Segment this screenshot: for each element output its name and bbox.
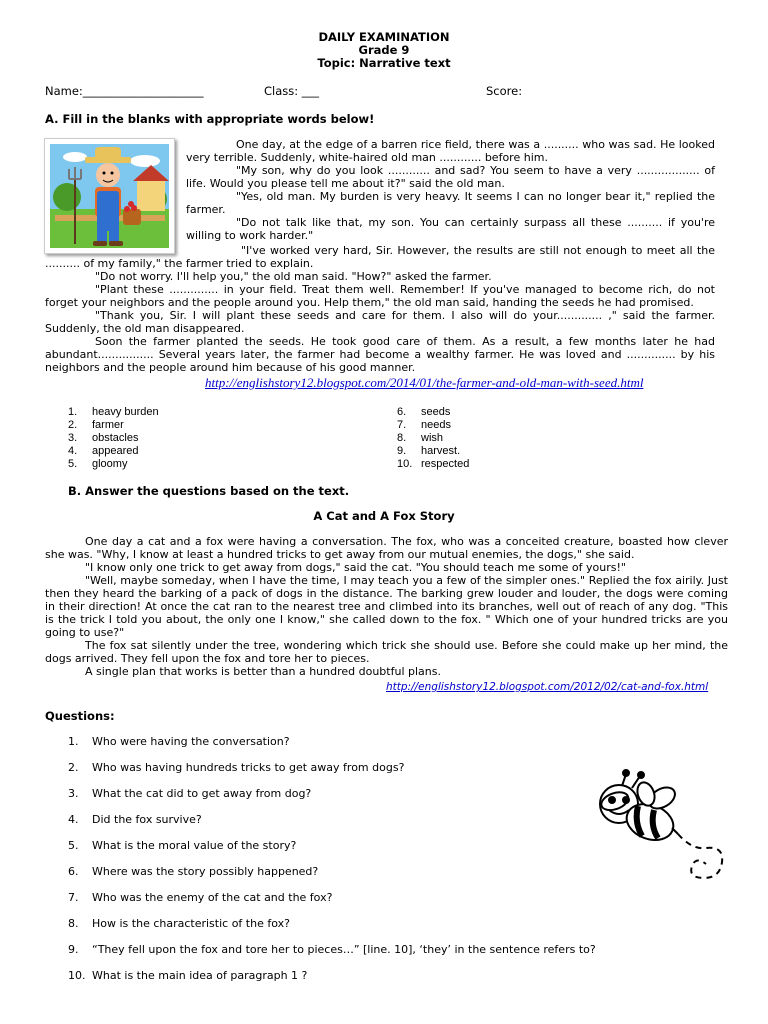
story-a-full [45,244,715,374]
question-item: 7. Who was the enemy of the cat and the fox? [68,891,333,904]
question-item: 5. What is the moral value of the story? [68,839,297,852]
word-option: 5. gloomy [68,458,128,470]
paragraph: "I've worked very hard, Sir. However, the results are still not enough to meet all the .......... of my family," the farmer tried to explain. [45,244,715,270]
paragraph: "Plant these .............. in your field. Treat them well. Remember! If you've managed to become rich, do not forget your neighbors and the people around you. Help them," the old man said, handing the seeds he had promised. [45,283,715,309]
word-option: 2. farmer [68,419,124,431]
question-item: 9. “They fell upon the fox and tore her to pieces…” [line. 10], ‘they’ in the sentence refers to? [68,943,596,956]
paragraph: "I know only one trick to get away from dogs," said the cat. "You should teach me some of yours!" [85,561,626,574]
paragraph: "Well, maybe someday, when I have the time, I may teach you a few of the simpler ones." Replied the fox airily. Just then they heard the barking of a pack of dogs in the distance. The barking grew louder and louder, the dogs were coming in their direction! At once the cat ran to the nearest tree and climbed into its branches, well out of reach of any dog. "This is the trick I told you about, the only one I know," she called down to the fox. " Which one of your hundred tricks are you going to use?" [45,574,728,639]
paragraph: One day a cat and a fox were having a conversation. The fox, who was a conceited creature, boasted how clever she was. "Why, I know at least a hundred tricks to get away from our mutual enemies, the dogs," she said. [45,535,728,561]
exam-grade: Grade 9 [358,43,410,57]
question-list [68,735,628,995]
bee-icon [574,768,734,898]
score-field[interactable]: Score: [486,84,523,98]
question-item: 3. What the cat did to get away from dog? [68,787,312,800]
class-field[interactable]: Class: ___ [264,84,320,98]
section-b-heading: B. Answer the questions based on the text. [68,484,350,498]
question-item: 2. Who was having hundreds tricks to get away from dogs? [68,761,405,774]
questions-heading: Questions: [45,709,115,723]
story-a-wrapped [186,138,715,242]
paragraph: A single plan that works is better than a hundred doubtful plans. [85,665,441,678]
question-item: 1. Who were having the conversation? [68,735,290,748]
story-b-text [45,535,728,678]
paragraph: The fox sat silently under the tree, wondering which trick she should use. Before she could make up her mind, the dogs arrived. They fell upon the fox and tore her to pieces. [45,639,728,665]
question-item: 10. What is the main idea of paragraph 1 ? [68,969,308,982]
source-link-b[interactable]: http://englishstory12.blogspot.com/2012/02/cat-and-fox.html [386,681,709,693]
paragraph: "Do not worry. I'll help you," the old man said. "How?" asked the farmer. [95,270,492,283]
word-option: 4. appeared [68,445,139,457]
exam-topic: Topic: Narrative text [317,56,451,70]
word-option: 7. needs [397,419,451,431]
bee-illustration [574,768,734,898]
exam-title: DAILY EXAMINATION [318,30,450,44]
paragraph: "My son, why do you look ............ and sad? You seem to have a very .................. of life. Would you please tell me about it?" said the old man. [186,164,715,190]
farmer-illustration [44,138,175,254]
paragraph: "Do not talk like that, my son. You can certainly surpass all these .......... if you're willing to work harder." [186,216,715,242]
word-list-left [68,406,328,471]
word-option: 9. harvest. [397,445,461,457]
question-item: 8. How is the characteristic of the fox? [68,917,290,930]
paragraph: "Yes, old man. My burden is very heavy. It seems I can no longer bear it," replied the farmer. [186,190,715,216]
paragraph: "Thank you, Sir. I will plant these seeds and care for them. I also will do your............. ," said the farmer. Suddenly, the old man disappeared. [45,309,715,335]
name-field[interactable]: Name:_____________________ [45,84,204,98]
word-option: 8. wish [397,432,444,444]
section-a-heading: A. Fill in the blanks with appropriate words below! [45,112,375,126]
story-b-title: A Cat and A Fox Story [313,509,455,523]
paragraph: Soon the farmer planted the seeds. He took good care of them. As a result, a few months later he had abundant................ Several years later, the farmer had become a wealthy farmer. He was loved and .............. by his neighbors and the people around him because of his good manner. [45,335,715,374]
source-link-a[interactable]: http://englishstory12.blogspot.com/2014/01/the-farmer-and-old-man-with-seed.html [205,375,644,390]
farmer-icon [45,139,174,253]
word-list-right [397,406,657,471]
paragraph: One day, at the edge of a barren rice field, there was a .......... who was sad. He looked very terrible. Suddenly, white-haired old man ............ before him. [186,138,715,164]
word-option: 1. heavy burden [68,406,159,418]
question-item: 6. Where was the story possibly happened? [68,865,319,878]
word-option: 3. obstacles [68,432,139,444]
word-option: 6. seeds [397,406,451,418]
question-item: 4. Did the fox survive? [68,813,202,826]
word-option: 10. respected [397,458,470,470]
